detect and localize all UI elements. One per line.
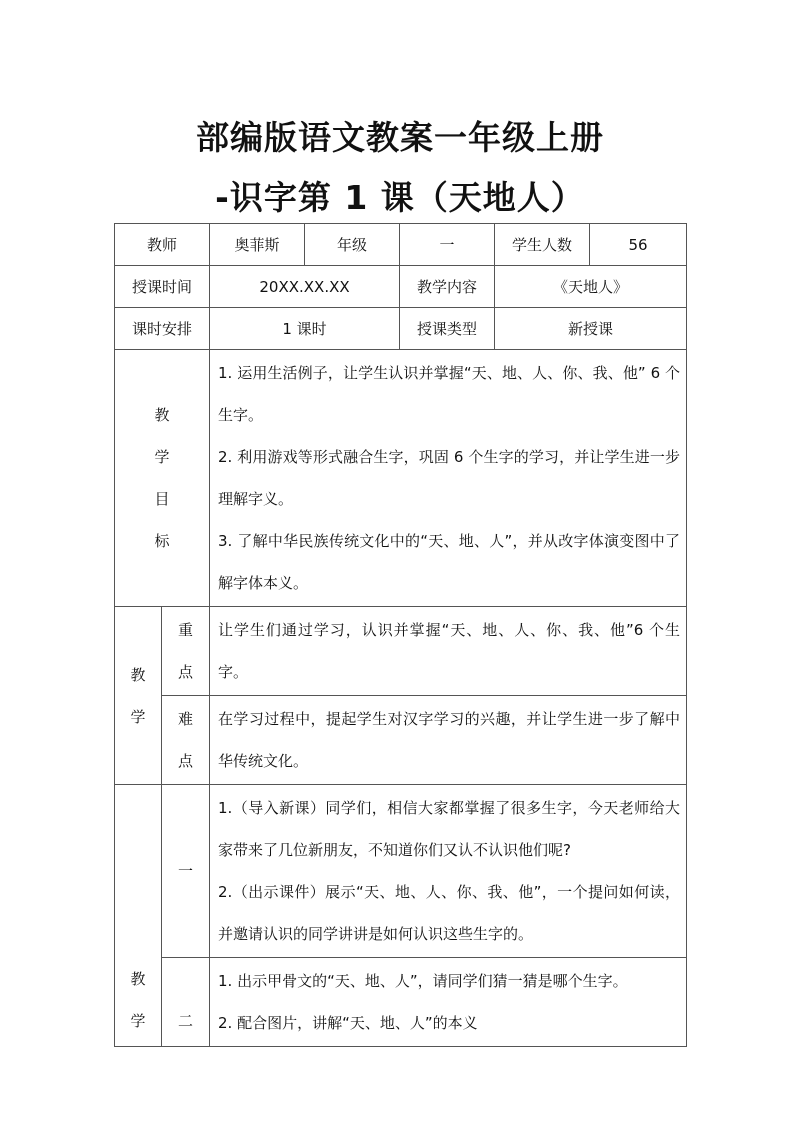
- time-label: 授课时间: [115, 266, 210, 308]
- grade-value: 一: [400, 224, 495, 266]
- step-item: 1.（导入新课）同学们，相信大家都掌握了很多生字，今天老师给大家带来了几位新朋友，不知道你们又认不认识他们呢?: [218, 799, 681, 859]
- content-label: 教学内容: [400, 266, 495, 308]
- step-item: 2.（出示课件）展示“天、地、人、你、我、他”，一个提问如何读，并邀请认识的同学讲讲是如何认识这些生字的。: [218, 883, 681, 943]
- document-title-line-1: 部编版语文教案一年级上册: [196, 118, 604, 157]
- focus-label: 教 学: [115, 607, 162, 785]
- difficult-point-text: 在学习过程中，提起学生对汉字学习的兴趣，并让学生进一步了解中华传统文化。: [210, 696, 687, 785]
- teacher-value: 奥菲斯: [210, 224, 305, 266]
- process-label: 教 学: [115, 785, 162, 1047]
- goal-item: 1. 运用生活例子，让学生认识并掌握“天、地、人、你、我、他” 6 个生字。: [218, 364, 681, 424]
- step-two-content: [210, 958, 687, 1047]
- step-item: 1. 出示甲骨文的“天、地、人”，请同学们猜一猜是哪个生字。: [218, 972, 628, 990]
- focus-difficult-row: [115, 696, 687, 785]
- goals-content: [210, 350, 687, 607]
- step-item: 2. 配合图片，讲解“天、地、人”的本义: [218, 1014, 478, 1032]
- hours-value: 1 课时: [210, 308, 400, 350]
- type-label: 授课类型: [400, 308, 495, 350]
- focus-key-row: [115, 607, 687, 696]
- key-point-text: 让学生们通过学习，认识并掌握“天、地、人、你、我、他”6 个生字。: [210, 607, 687, 696]
- time-value: 20XX.XX.XX: [210, 266, 400, 308]
- goal-item: 2. 利用游戏等形式融合生字，巩固 6 个生字的学习，并让学生进一步理解字义。: [218, 448, 681, 508]
- hours-label: 课时安排: [115, 308, 210, 350]
- teacher-label: 教师: [115, 224, 210, 266]
- goals-label: 教 学 目 标: [115, 350, 210, 607]
- grade-label: 年级: [305, 224, 400, 266]
- step-two-label: 二: [162, 958, 210, 1047]
- info-row-3: [115, 308, 687, 350]
- document-title-line-2: -识字第 1 课（天地人）: [215, 178, 585, 217]
- content-value: 《天地人》: [495, 266, 687, 308]
- process-step1-row: [115, 785, 687, 958]
- info-row-2: [115, 266, 687, 308]
- students-label: 学生人数: [495, 224, 590, 266]
- process-step2-row: [115, 958, 687, 1047]
- goal-item: 3. 了解中华民族传统文化中的“天、地、人”，并从改字体演变图中了解字体本义。: [218, 532, 681, 592]
- info-row-1: [115, 224, 687, 266]
- students-value: 56: [590, 224, 687, 266]
- step-one-label: 一: [162, 785, 210, 958]
- difficult-point-label: 难 点: [162, 696, 210, 785]
- goals-row: [115, 350, 687, 607]
- lesson-plan-table: [114, 223, 687, 1047]
- step-one-content: [210, 785, 687, 958]
- type-value: 新授课: [495, 308, 687, 350]
- key-point-label: 重 点: [162, 607, 210, 696]
